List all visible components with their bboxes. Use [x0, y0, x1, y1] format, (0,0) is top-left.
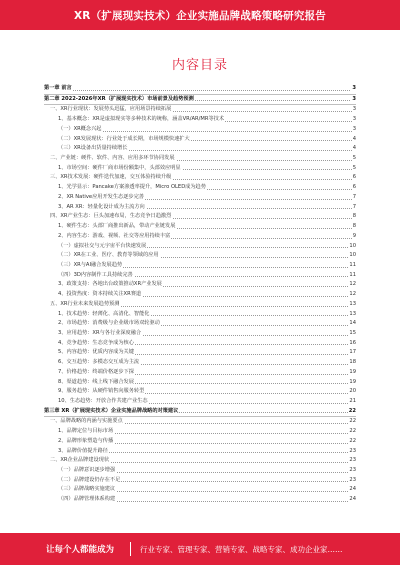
toc-entry-title: 1、光学显示：Pancake方案渗透率提升，Micro OLED成为趋势 — [58, 184, 206, 191]
toc-entry-title: （一）品牌意识逐步增强 — [58, 467, 116, 474]
toc-page-number: 11 — [348, 271, 356, 281]
toc-entry[interactable] — [44, 397, 356, 407]
toc-entry[interactable] — [44, 271, 356, 281]
toc-entry[interactable] — [44, 290, 356, 300]
footer-tagline: 行业专家、管理专家、营销专家、战略专家、成功企业家…… — [140, 545, 343, 554]
report-title: XR（扩展现实技术）企业实施品牌战略策略研究报告 — [74, 10, 326, 22]
toc-heading: 内容目录 — [171, 58, 228, 73]
toc-page-number: 24 — [348, 485, 356, 495]
toc-entry-title: 第二章 2022-2026年XR（扩展现实技术）市场前景及趋势预测 — [44, 95, 194, 102]
toc-section[interactable] — [44, 105, 356, 115]
toc-page-number: 23 — [348, 447, 356, 457]
toc-entry[interactable] — [44, 495, 356, 505]
toc-page-number: 17 — [348, 348, 356, 358]
toc-entry-title: 10、生态趋势：开放合作共建产业生态 — [58, 398, 148, 404]
toc-entry-title: 第三章 XR（扩展现实技术）企业实施品牌战略的对策建议 — [44, 407, 179, 414]
toc-page-number: 18 — [348, 358, 356, 368]
toc-entry[interactable] — [44, 348, 356, 358]
toc-entry[interactable] — [44, 368, 356, 378]
toc-entry-title: 3、AR XR：轻量化设计成为主流方向 — [58, 203, 145, 210]
toc-entry-title: （三）XR与AI融合发展趋势 — [58, 261, 123, 268]
toc-page-number: 24 — [348, 495, 356, 505]
toc-section[interactable] — [44, 300, 356, 310]
toc-entry[interactable] — [44, 437, 356, 447]
toc-entry-title: 2、内容生态：游戏、视频、社交等应用持续丰富 — [58, 232, 171, 239]
toc-page-number: 15 — [348, 329, 356, 339]
toc-page-number: 7 — [352, 203, 356, 213]
toc-entry[interactable] — [44, 319, 356, 329]
toc-entry[interactable] — [44, 466, 356, 476]
toc-entry-title: 9、服务趋势：从硬件销售向服务转型 — [58, 388, 145, 395]
toc-entry-title: 二、产业链：硬件、软件、内容、应用多环节协同发展 — [50, 155, 175, 162]
toc-entry[interactable] — [44, 329, 356, 339]
toc-page-number: 21 — [348, 397, 356, 407]
toc-page-number: 8 — [352, 222, 356, 232]
toc-entry-title: 3、政策支持：各地出台政策推动XR产业发展 — [58, 281, 162, 288]
toc-page-number: 7 — [352, 193, 356, 203]
toc-entry-title: 7、价格趋势：终端价格逐步下探 — [58, 368, 134, 375]
toc-page-number: 3 — [352, 115, 356, 125]
toc-page-number: 3 — [351, 84, 356, 94]
toc-page-number: 22 — [348, 437, 356, 447]
toc-page-number: 13 — [348, 310, 356, 320]
toc-entry[interactable] — [44, 427, 356, 437]
toc-entry-title: 2、品牌形象塑造与传播 — [58, 437, 114, 444]
toc-entry-title: （四）3D内容制作工具持续完善 — [58, 271, 133, 278]
toc-section[interactable] — [44, 417, 356, 427]
toc-entry[interactable] — [44, 144, 356, 154]
toc-entry-title: 6、交互趋势：多模态交互成为主流 — [58, 359, 140, 366]
toc-entry-title: 第一章 前言 — [44, 85, 72, 91]
toc-entry-title: （一）XR概念兴起 — [58, 125, 102, 132]
toc-entry[interactable] — [44, 183, 356, 193]
toc-entry-title: 1、品牌定位与目标市场 — [58, 428, 114, 435]
toc-page-number: 10 — [348, 251, 356, 261]
toc-entry-title: 4、竞争趋势：生态竞争成为核心 — [58, 339, 134, 346]
toc-entry[interactable] — [44, 164, 356, 174]
toc-entry[interactable] — [44, 115, 356, 125]
footer-divider — [130, 542, 131, 556]
toc-page-number: 4 — [352, 135, 356, 145]
toc-page-number: 23 — [348, 456, 356, 466]
toc-page-number: 22 — [348, 407, 356, 417]
header-bar — [0, 0, 400, 30]
toc-section[interactable] — [44, 212, 356, 222]
toc-entry-title: 一、XR行业现状：发展势头迅猛，应用场景持续拓展 — [50, 106, 172, 113]
toc-page-number: 3 — [352, 125, 356, 135]
toc-chapter[interactable] — [44, 407, 356, 418]
toc-entry-title: 2、XR Native应用开发生态逐步完善 — [58, 193, 144, 200]
toc-page-number: 12 — [348, 280, 356, 290]
toc-entry[interactable] — [44, 251, 356, 261]
toc-entry-title: （三）XR设备出货量持续增长 — [58, 145, 128, 152]
toc-entry[interactable] — [44, 125, 356, 135]
toc-entry[interactable] — [44, 358, 356, 368]
toc-page-number: 8 — [352, 212, 356, 222]
toc-entry[interactable] — [44, 222, 356, 232]
toc-leader-dots — [44, 90, 352, 91]
toc-page-number: 12 — [348, 290, 356, 300]
toc-section[interactable] — [44, 173, 356, 183]
toc-entry[interactable] — [44, 378, 356, 388]
toc-entry-title: （三）品牌战略实施建议 — [58, 486, 116, 493]
toc-entry[interactable] — [44, 242, 356, 252]
toc-entry-title: 1、基本概念：XR是虚拟现实等多种技术的统称，涵盖VR/AR/MR等技术 — [58, 116, 225, 123]
toc-page-number: 5 — [352, 164, 356, 174]
toc-page-number: 20 — [348, 387, 356, 397]
toc-entry-title: 一、品牌战略的内涵与实施要点 — [50, 418, 123, 425]
toc-entry-title: （一）虚拟社交与元宇宙平台快速发展 — [58, 242, 147, 249]
toc-page-number: 3 — [352, 105, 356, 115]
toc-page-number: 6 — [352, 173, 356, 183]
toc-page-number: 4 — [352, 144, 356, 154]
toc-entry-title: 三、XR技术发展：硬件迭代加速，交互体验持续升级 — [50, 174, 172, 181]
toc-entry[interactable] — [44, 485, 356, 495]
toc-entry-title: 1、市场空间：硬件厂商市场份额集中，头部效应明显 — [58, 164, 181, 171]
toc-entry[interactable] — [44, 339, 356, 349]
toc-entry[interactable] — [44, 135, 356, 145]
toc-entry-title: 1、硬件生态：头部厂商推出新品，带动产业链发展 — [58, 223, 176, 230]
toc-entry[interactable] — [44, 261, 356, 271]
toc-section[interactable] — [44, 456, 356, 466]
footer-bar — [0, 533, 400, 565]
footer-slogan: 让每个人都能成为 — [46, 545, 115, 555]
toc-entry[interactable] — [44, 280, 356, 290]
toc-entry-title: 二、XR企业品牌建设现状 — [50, 457, 110, 464]
toc-entry-title: 8、渠道趋势：线上线下融合发展 — [58, 378, 134, 385]
toc-page-number: 23 — [348, 476, 356, 486]
toc-section[interactable] — [44, 154, 356, 164]
toc-entry[interactable] — [44, 232, 356, 242]
toc-page-number: 13 — [348, 300, 356, 310]
toc-entry-title: 1、技术趋势：轻薄化、高清化、智能化 — [58, 310, 150, 317]
toc-entry[interactable] — [44, 476, 356, 486]
toc-entry[interactable] — [44, 310, 356, 320]
toc-entry-title: 五、XR行业未来发展趋势预测 — [50, 300, 120, 307]
toc-page-number: 3 — [351, 95, 356, 105]
toc-page-number: 9 — [352, 232, 356, 242]
toc-entry-title: 四、XR产业生态：巨头加速布局，生态竞争日趋激烈 — [50, 213, 172, 220]
toc-entry-title: （四）品牌管理体系构建 — [58, 496, 116, 503]
toc-page-number: 14 — [348, 319, 356, 329]
toc-chapter[interactable] — [44, 95, 356, 106]
toc-entry[interactable] — [44, 387, 356, 397]
toc-entry[interactable] — [44, 193, 356, 203]
toc-page-number: 10 — [348, 242, 356, 252]
toc-leader-dots — [58, 131, 352, 132]
toc-page-number: 6 — [352, 183, 356, 193]
toc-page-number: 19 — [348, 368, 356, 378]
toc-entry-title: 3、品牌价值提升路径 — [58, 447, 108, 454]
toc-entry-title: 3、应用趋势：XR与各行业深度融合 — [58, 329, 142, 336]
toc-page-number: 22 — [348, 427, 356, 437]
toc-page-number: 22 — [348, 417, 356, 427]
table-of-contents — [44, 84, 356, 505]
toc-entry-title: 4、投资热度：资本持续关注XR赛道 — [58, 291, 142, 298]
toc-entry-title: （二）XR在工业、医疗、教育等领域的应用 — [58, 252, 159, 259]
toc-page-number: 5 — [352, 154, 356, 164]
toc-page-number: 16 — [348, 339, 356, 349]
toc-entry[interactable] — [44, 203, 356, 213]
toc-entry-title: 2、市场趋势：消费级与企业级市场双轮驱动 — [58, 320, 160, 327]
toc-page-number: 19 — [348, 378, 356, 388]
toc-entry-title: （二）XR发展现状：行业处于成长期，市场规模快速扩大 — [58, 135, 190, 142]
toc-entry-title: 5、内容趋势：优质内容成为关键 — [58, 349, 134, 356]
toc-page-number: 11 — [348, 261, 356, 271]
toc-entry[interactable] — [44, 447, 356, 457]
toc-entry-title: （二）品牌建设仍存在不足 — [58, 476, 121, 483]
toc-page-number: 23 — [348, 466, 356, 476]
toc-chapter[interactable] — [44, 84, 356, 95]
